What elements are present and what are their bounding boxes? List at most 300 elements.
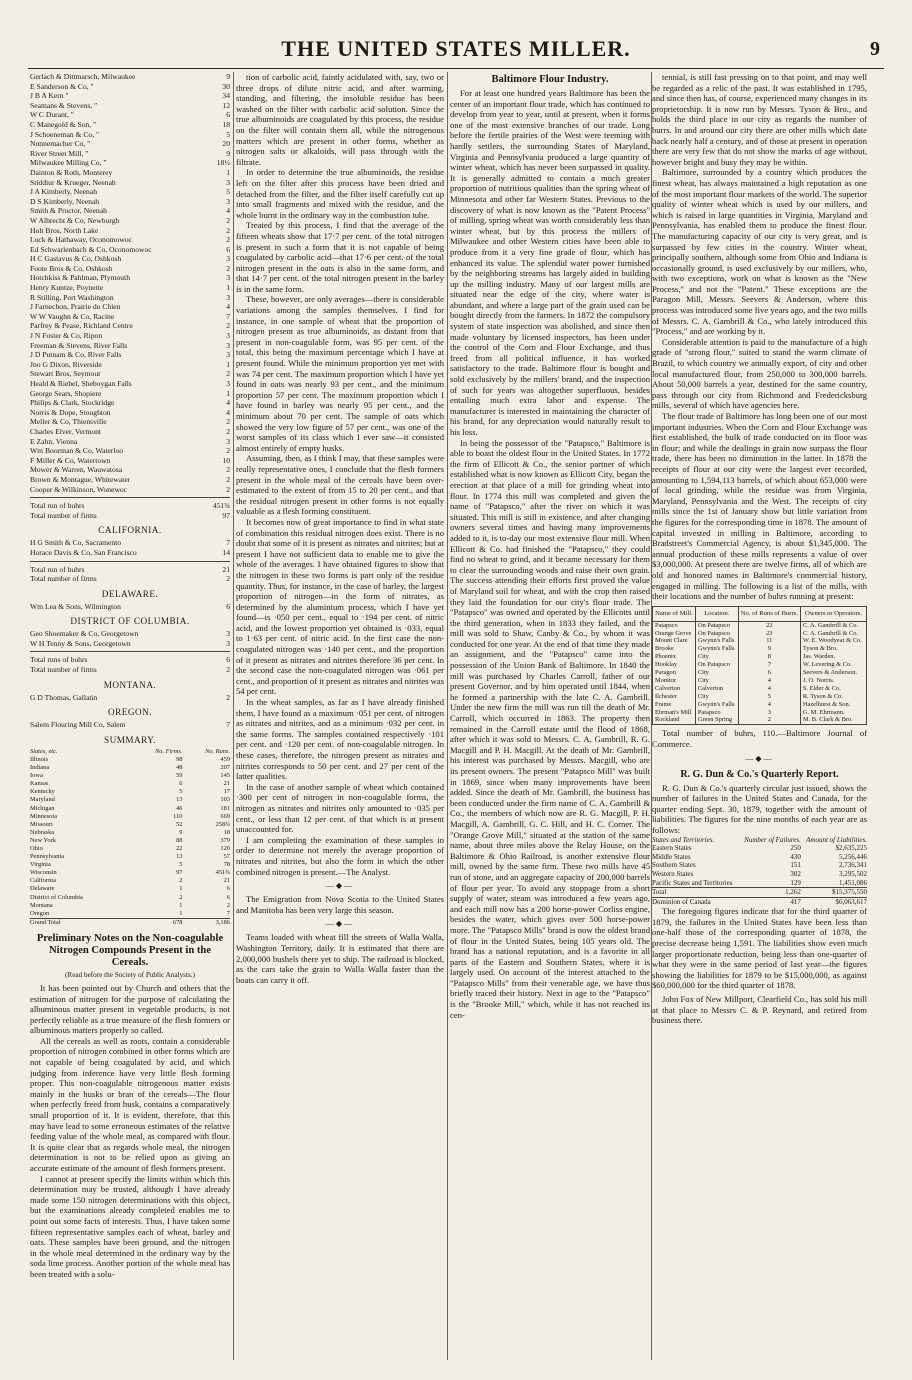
failures-table (652, 836, 867, 907)
table-cell: 97 (176, 869, 183, 877)
table-row (30, 780, 230, 788)
table-cell: On Patapsco (695, 630, 738, 638)
divider (30, 497, 230, 498)
run-count: 2 (226, 474, 230, 484)
baltimore-article-body (450, 88, 650, 1020)
table-row (30, 853, 230, 861)
run-count: 5 (226, 129, 230, 139)
table-row (30, 829, 230, 837)
list-row (30, 139, 230, 149)
table-cell: Kansas (30, 780, 49, 788)
table-cell: 459 (220, 755, 230, 763)
table-cell: 22 (176, 844, 183, 852)
table-cell: Seevers & Anderson. (800, 669, 866, 677)
table-cell: Pennsylvania (30, 853, 65, 861)
column-header: No. Runs. (204, 747, 230, 755)
list-row (30, 446, 230, 456)
table-cell: 2 (738, 716, 800, 724)
list-row (30, 312, 230, 322)
table-row (30, 877, 230, 885)
table-cell: On Patapsco (695, 621, 738, 629)
run-count: 1 (226, 359, 230, 369)
table-cell: 4 (738, 677, 800, 685)
list-row (30, 226, 230, 236)
delaware-heading: DELAWARE. (101, 588, 159, 599)
column-header: Name of Mill. (653, 606, 696, 621)
walla-walla-note: Teams loaded with wheat fill the streets of Walla Walla, Washington Territory, daily. It is estimated that there are 2,000,000 bushels there yet to ship. The railroad is blocked, as the cars take the grain to Walla Walla faster than the boats can carry it off. (236, 932, 444, 985)
list-row (30, 456, 230, 466)
column-divider (447, 72, 448, 1360)
table-cell: Michigan (30, 804, 55, 812)
column-header: Number of Failures. (744, 835, 801, 844)
list-row (30, 293, 230, 303)
article-source-note: (Read before the Society of Public Analysts.) (65, 970, 195, 979)
list-row (30, 398, 230, 408)
paragraph: The flour trade of Baltimore has long been one of our most important industries. When the Corn and Flour Exchange was first established, the bulk of trade conducted on its floor was in flour; and while the dealings in grain now surpass the flour trade, there has been no diminution in the latter. In 1878 the receipts of flour at our city were the largest ever recorded, amounting to 1,594,113 barrels, of which about 653,000 were of local grinding, while the residue was from Virginia, Maryland, Pennsylvania and the West. The receipts of city mills since the 1st of January show but little variation from the figures for the corresponding time in 1878. The amount of capital invested in milling in Baltimore, according to Bradstreet's Commercial Agency, is about $1,345,000. The annual production of these mills represents a value of over $3,000,000. At present there are twelve firms, all of which are old and honored names in Baltimore's commercial history, engaged in milling. The following is a list of the mills, with their locations and the number of buhrs running at present: (652, 411, 867, 602)
list-row (30, 216, 230, 226)
table-cell: Ilchester (653, 693, 696, 701)
firm-name: Total number of firms (30, 665, 97, 675)
table-cell: 669 (220, 812, 230, 820)
table-cell: W. Levering & Co. (800, 661, 866, 669)
table-cell: $6,063,617 (801, 897, 867, 906)
paragraph: In the wheat samples, as far as I have already finished them, I have found as a maximum ·051 per cent. of nitrogen as nitrates and nitrites, and as a minimum ·032 per cent. in the same forms. The samples contained respectively ·101 per cent. and ·120 per cent. of non-coagulable nitrogen. In these cases, therefore, the nitrogen present as nitrates and nitrites corresponds to 50 per cent. and 27 per cent of the latter qualities. (236, 697, 444, 782)
list-row (30, 302, 230, 312)
baltimore-mills-table (652, 606, 867, 726)
list-row (30, 369, 230, 379)
firm-name: Heald & Riebel, Sheboygan Falls (30, 379, 132, 388)
run-count: 1 (226, 283, 230, 293)
table-cell: 151 (790, 861, 801, 870)
list-row (30, 254, 230, 264)
table-cell: $2,635,225 (835, 844, 867, 853)
table-cell: 13 (176, 796, 183, 804)
table-cell: Oregon (30, 909, 50, 917)
list-row (30, 602, 230, 612)
table-cell: 5 (179, 788, 183, 796)
paragraph: I cannot at present specify the limits within which this determination may be trusted, although I have already made some 150 nitrogen determinations with this object, but the examinations already completed enables me to point out some facts of interests. Thus, I have taken some fifteen representative samples each of wheat, barley and oats. These samples have been ground, and the nitrogen in the whole meal determined in the ordinary way by the soda lime process. Another portion of the whole meal has been treated with a solu- (30, 1173, 230, 1279)
list-row (30, 655, 230, 665)
table-cell: Southern States (652, 861, 696, 870)
table-cell: 59 (176, 772, 183, 780)
list-row (30, 110, 230, 120)
firm-name: J Schoeneman & Co, " (30, 129, 100, 139)
table-row (30, 894, 230, 902)
run-count: 2 (226, 417, 230, 427)
list-row (30, 538, 230, 548)
table-row (653, 661, 867, 669)
list-row (30, 158, 230, 168)
table-cell: C. A. Gambrill & Co. (800, 630, 866, 638)
table-cell: Middle States (652, 852, 691, 861)
paragraph: For at least one hundred years Baltimore has been the center of an important flour trade, which has continued to develop from year to year, until at present, when it forms one of the most extensive branches of our trade. Long before the fertile prairies of the West were teeming with hardly settlers, the surrounding States of Maryland, Virginia and Pennsylvania produced a large quantity of winter wheat, which has never been surpassed in quality. It is generally admitted to contain a much greater proportion of nutritious qualities than the spring wheat of Minnesota and other far Western States. Previous to the discovery of what is now known as the "Patent Process" of milling, spring wheat was worth considerably less than winter wheat, but by this process the millers of Milwaukee and other Western cities have been able to produce from it a very fine grade of flour, which has enhanced its value. The splendid water power furnished by the neighboring streams has largely aided in building up the milling industry. Many of our largest mills are situated near the edge of the city, where water is abundant, and where a large part of the grain used can be bought directly from the farmers. In 1872 the compulsory system of state inspection was abolished, and since then made voluntary by licensed inspectors, has been under the control of the Corn and Flour Exchange, and thus freed from all political influence, it has worked satisfactory to the trade. Baltimore flour is bought and sold exclusively by the millers' brand, and the inspection of such for years was altogether superfluous, besides entailing much extra labor and expense. The manufacturer is interested in maintaining the character of his brand, for any depreciation would naturally result to his loss. (450, 88, 650, 437)
table-cell: 2 (179, 877, 183, 885)
table-cell: 1,262 (739, 888, 801, 898)
firm-name: Mower & Warren, Wauwatosa (30, 465, 123, 475)
table-row (653, 653, 867, 661)
run-count: 5 (226, 187, 230, 197)
oregon-heading: OREGON. (107, 707, 153, 718)
list-row (30, 130, 230, 140)
run-count: 3 (226, 379, 230, 388)
table-cell: Indiana (30, 764, 50, 772)
table-cell: 181 (220, 804, 230, 812)
run-count: 2 (226, 215, 230, 225)
table-cell: Hooklay (653, 661, 696, 669)
table-cell: 417 (739, 897, 801, 906)
list-row (30, 283, 230, 293)
run-count: 7 (226, 538, 230, 548)
run-count: 6 (226, 655, 230, 665)
firm-name: D S Kimberly, Neenah (30, 196, 100, 206)
divider (30, 561, 230, 562)
firm-name: Luck & Hathaway, Oconomowoc (30, 235, 132, 245)
firm-name: J D Putnam & Co, River Falls (30, 350, 122, 360)
column-header: Amount of Liabilities. (806, 835, 867, 844)
table-cell: 57 (223, 853, 230, 861)
list-row (30, 72, 230, 82)
table-cell: Patapsco (653, 621, 696, 629)
article-body (30, 983, 230, 1280)
table-cell: Monitor (653, 677, 696, 685)
list-row (30, 565, 230, 575)
paragraph: In being the possessor of the "Patapsco," Baltimore is able to boast the oldest flour in the United States. In 1772 the firm of Ellicott & Co., the senior partner of which established what is now known as Ellicott City, began the erection at that place of a mill for grinding wheat into flour. In 1774 this mill was completed and given the name of "Patapsco," after the river on which it was situated. This mill is still in existence, and after changing owners several times and having many improvements added to it, is to-day our most extensive flour mill. When Ellicott & Co. had finished the "Patapsco," they could find no wheat to grind, and it became necessary for them to clear the surrounding woods and raise their own grain. The success attending their efforts first proved the value of Maryland soil for wheat, and with the crop then raised they laid the foundation for our city's flour trade. The "Patapsco" was owned and operated by the Ellicotts until the third generation, when in 1833 they failed, and the mill was sold to Shaw, Canby & Co., by whom it was conducted for one year. At the end of that time they made an assignment, and the "Patapsco" came into the possession of the Union Bank of Baltimore. In 1840 the mill was purchased by Charles Carroll, father of our present Governor, and by him operated until 1844, when he formed a partnership with the late C. A. Gambrill. Under the new firm the mill was run till the death of Mr. Carroll, which occurred in 1863. The property then remained in the Carroll estate until the flood of 1868, after which it was sold to Messrs. C. A. Gambrill, R. G. Macgill and P. H. Macgill. At the death of Mr. Gambrill, his interest was purchased by Messrs. Macgill, who are its present owners. The present "Patapsco Mill" was built in 1869, since when many improvements have been added. Since the death of Mr. Gambrill, the business has been conducted under the firm name of C. A. Gambrill & Co., the members of which now are R. G. Macgill, P. H. Macgill, A. Gambrill, G. C. Hill, and H. C. Corner. The "Orange Grove Mill," situated at the station of the same name, about three miles above the Relay House, on the Baltimore & Ohio Railroad, is another extensive flour mill, owned by the same firm. These two mills have 45 run of stone, and an aggregate capacity of 200,000 barrels of flour per year. To avoid any stoppage from a short supply of water, steam was introduced a few years ago, and each mill now has a 200 horse-power Corliss engine, besides the water, which gives over 500 horse-power more. The "Patapsco Mills" brand is now the oldest brand of flour in the United States, being 105 years old. The brand has a national reputation, and is a favorite in all parts of the Eastern and Southern States, where it is largely used. On account of the interest attached to the "Patapsco Mills" from their venerable age, we have thus briefly traced their history. Next in age to the "Patapsco" is the "Brooke Mill," which, while it has not reached its cen- (450, 437, 650, 1020)
run-count: 2 (226, 426, 230, 436)
firm-name: R Stilling, Port Washington (30, 292, 114, 302)
run-count: 12 (222, 100, 230, 110)
table-row (653, 669, 867, 677)
table-cell: 6 (226, 893, 230, 901)
run-count: 97 (222, 510, 230, 520)
table-row (30, 788, 230, 796)
firm-name: Stewart Bros, Seymour (30, 369, 101, 379)
closing-note: John Fox of New Millport, Clearfield Co., has sold his mill at that place to Messrs C. & P. Reynard, and retired from business there. (652, 994, 867, 1026)
table-row (652, 870, 867, 879)
firm-name: Dainton & Roth, Monterey (30, 167, 113, 177)
column-header: No. of Runs of Burrs. (738, 606, 800, 621)
table-cell: Illinois (30, 755, 49, 763)
table-cell: Nebraska (30, 828, 55, 836)
table-cell: Brooke (653, 645, 696, 653)
firm-name: C Manegold & Son, " (30, 119, 97, 129)
run-count: 2 (226, 235, 230, 245)
paragraph: It becomes now of great importance to find in what state of combination this residual nitrogen does exist. There is no doubt that some of it is present as nitrates and nitrites; but at present I have not sufficient data to enable me to give the whole of the averages. I have obtained figures to show that the nitrogen in these two forms is part only of the residue quantity. Thus, for instance, in the case of barley, the largest proportion of nitrogen—in the form of nitrates, as determined by the aluminium process, which I have yet found—is ·050 per cent., equal to ·194 per cent. of nitric acid, and the lowest proportion yet obtained is ·033, equal to 1·63 per cent. of nitric acid. In the first case the non-coagulated nitrogen was ·140 per cent., and the proportion of it present as nitrates and nitrites therefore 36 per cent. In the second case the non-coagulated nitrogen was ·061 per cent., and proportion of it present as nitrates and nitrites was 54 per cent. (236, 516, 444, 697)
header-rule (28, 68, 884, 69)
table-cell: 4 (738, 701, 800, 709)
table-cell: 9 (738, 645, 800, 653)
table-row (653, 716, 867, 724)
column-1 (30, 72, 230, 1356)
list-row (30, 82, 230, 92)
firm-name: Horace Davis & Co, San Francisco (30, 547, 137, 557)
run-count: 2 (226, 484, 230, 494)
column-header: Location. (695, 606, 738, 621)
firm-name: Charles Elver, Vermont (30, 426, 102, 436)
firm-name: Total runs of buhrs (30, 655, 88, 665)
firm-name: Smith & Proctor, Neenah (30, 206, 107, 216)
dun-report-intro: R. G. Dun & Co.'s quarterly circular just issued, shows the number of failures in the United States and Canada, for the quarter ending Sept. 30, 1879, together with the amount of liabilities. The figures for the nine months of each year are as follows: (652, 782, 867, 835)
table-row (652, 844, 867, 853)
firm-name: W C Durant, " (30, 110, 74, 120)
table-cell: 120 (220, 844, 230, 852)
table-cell: 2 (179, 893, 183, 901)
run-count: 7 (226, 311, 230, 321)
table-row (30, 837, 230, 845)
table-cell: 5,256,446 (839, 852, 867, 861)
table-cell: Ehrman's Mill (653, 709, 696, 717)
table-row (30, 885, 230, 893)
run-count: 3 (226, 196, 230, 206)
run-count: 3 (226, 331, 230, 341)
table-cell: 3,186 (182, 918, 230, 927)
list-row (30, 264, 230, 274)
table-cell: 23 (738, 630, 800, 638)
firm-name: Henry Kuntze, Poynette (30, 283, 104, 293)
run-count: 2 (226, 263, 230, 273)
list-row (30, 360, 230, 370)
table-row (653, 621, 867, 629)
dc-mill-list (30, 629, 230, 648)
paragraph: These, however, are only averages—there is considerable variations among the samples themselves. I find for instance, in one sample of wheat that the proportion of nitrogen present as true albuminoids, as distant from that present in non-coagulable form, was 95 per cent. of the total, this being the maximum percentage which I have at present found. While the minimum proportion yet met with was 74 per cent. The maximum proportion which I have yet found in oats was nearly 93 per cent., and the minimum proportion 57 per cent. The maximum proportion which I have found in barley was nearly 95 per cent., and the minimum about 70 per cent. The sample of oats which showed the very low figure of 57 per cent., was one of the worst samples of its class which I ever saw—it consisted almost entirely of empty husks. (236, 294, 444, 453)
firm-name: Brown & Montague, Whitewater (30, 474, 131, 484)
table-cell: 145 (220, 772, 230, 780)
firm-name: J B A Kern " (30, 91, 69, 101)
table-cell: 6 (226, 885, 230, 893)
firm-name: Ed Schwarlenbach & Co, Oconomowoc (30, 244, 152, 254)
firm-name: J Farnechon, Prairie du Chien (30, 302, 121, 312)
table-cell: 52 (176, 820, 183, 828)
run-count: 3 (226, 254, 230, 264)
run-count: 9 (226, 72, 230, 81)
montana-mill-list (30, 693, 230, 703)
column-divider (233, 72, 234, 1360)
column-header: No. Firms. (154, 747, 183, 755)
article-title: Preliminary Notes on the Non-coagulable Nitrogen Compounds Present in the Cereals. (36, 932, 224, 968)
run-count: 3 (226, 350, 230, 360)
paragraph: Baltimore, surrounded by a country which produces the finest wheat, has always maintained a high reputation as one of the most important flour markets of the world. The superior quality of winter wheat which is used by our millers, and which is raised in large quantities in Virginia, Maryland and Pennsylvania, has enabled them to produce the finest flour. The manufacturing capacity of our city is very great, and is surpassed by few cities in the country. Winter wheat, principally southern, although some from Ohio and Indiana is occasionally ground, is used exclusively by our millers, who, with two exceptions, work on what is known as the "New Process," and not the "Patent." These exceptions are the Paragon Mill, Messrs. Seevers & Anderson, where this process was introduced some five years ago, and the two mills of Messrs. C. A. Gambrill & Co., who lately introduced this "Process," and are working by it. (652, 167, 867, 337)
list-row (30, 475, 230, 485)
table-cell: 22 (738, 621, 800, 629)
run-count: 18 (222, 119, 230, 129)
table-row (652, 861, 867, 870)
table-cell: Eastern States (652, 844, 692, 853)
firm-name: Geo Shoemaker & Co, Georgetown (30, 629, 139, 639)
table-cell: 258¾ (215, 820, 230, 828)
baltimore-article-continued (652, 72, 867, 602)
firm-name: Cooper & Wilkinson, Wonewoc (30, 484, 128, 494)
list-row (30, 639, 230, 649)
table-cell: Jas. Warden. (800, 653, 866, 661)
baltimore-article-title: Baltimore Flour Industry. (491, 74, 609, 85)
paragraph: tennial, is still fast pressing on to that point, and may well be regarded as a relic of the past. It was established in 1795, and since then has, of course, experienced many changes in its proprietorship. It is now run by Messrs. Tyson & Bro., and holds the third place in our city as regards the number of burrs. In and around our city there are other mills which date back nearly half a century, and of those at present in operation there are very few that do not show the marks of age without, however bright and busy they may be within. (652, 72, 867, 167)
california-heading: CALIFORNIA. (98, 525, 162, 536)
firm-name: Philips & Clark, Stockridge (30, 398, 115, 408)
run-count: 10 (222, 455, 230, 465)
table-cell: 678 (130, 918, 182, 927)
table-cell: Gwynn's Falls (695, 701, 738, 709)
column-header: States, etc. (30, 747, 58, 755)
table-cell: W. E. Woodyear & Co. (800, 637, 866, 645)
table-cell: 46 (176, 804, 183, 812)
paragraph: tion of carbolic acid, faintly acidulated with, say, two or three drops of dilute nitric acid, and after warming, standing, and filtering, the insoluble residue has been washed on the filter with carbolic acid solution. Since the true albuminoids are coagulated by this process, the residue on the filter will contain them all, while the nitrogenous matters which are present in other forms, whether as nitrogen salts or alkaloids, will pass through with the filtrate. (236, 72, 444, 167)
list-row (30, 178, 230, 188)
table-cell: 78 (223, 861, 230, 869)
column-2 (236, 72, 444, 1356)
table-row (30, 805, 230, 813)
run-count: 2 (226, 465, 230, 475)
table-row (30, 902, 230, 910)
run-count: 34 (222, 91, 230, 101)
list-row (30, 350, 230, 360)
run-count: 3 (226, 177, 230, 187)
list-row (30, 341, 230, 351)
list-row (30, 91, 230, 101)
run-count: 3 (226, 436, 230, 446)
table-cell: City (695, 677, 738, 685)
california-totals (30, 565, 230, 584)
table-row (653, 630, 867, 638)
paragraph: Considerable attention is paid to the manufacture of a high grade of "strong flour," suited to stand the warm climate of Brazil, to which country we annually export, of city and other local manufactured flour, from 250,000 to 300,000 barrels. About 50,000 barrels a year, destined for the same country, pass through our city from Richmond and Fredericksburg mills, several of which have agencies here. (652, 336, 867, 411)
table-cell: District of Columbia (30, 893, 83, 901)
divider (30, 651, 230, 652)
table-cell: 5 (738, 693, 800, 701)
table-cell: Minnesota (30, 812, 57, 820)
summary-table (30, 748, 230, 927)
list-row (30, 168, 230, 178)
firm-name: Salem Flouring Mill Co, Salem (30, 720, 126, 730)
table-cell: Calverton (653, 685, 696, 693)
table-cell: J. O. Norris. (800, 677, 866, 685)
list-row (30, 235, 230, 245)
paragraph: Treated by this process, I find that the average of the fifteen wheats show that 17·7 per cent. of the total nitrogen is present in such a form that it is not capable of being coagulated by carbolic acid—that 17·6 per cent. of the total nitrogen present in the oats is also in the same form, and that 14·7 per cent. of the total nitrogen present in the barley is in the same form. (236, 220, 444, 294)
table-cell: 430 (790, 852, 801, 861)
firm-name: W H Tenny & Sons, Georgetown (30, 638, 131, 648)
run-count: 6 (226, 110, 230, 120)
ornament-divider: —◆— (325, 919, 355, 929)
table-cell: 88 (176, 836, 183, 844)
list-row (30, 437, 230, 447)
wisconsin-totals (30, 501, 230, 520)
table-cell: 2 (226, 901, 230, 909)
table-cell: Mount Clare (653, 637, 696, 645)
run-count: 1 (226, 388, 230, 398)
run-count: 4 (226, 206, 230, 216)
table-cell: City (695, 653, 738, 661)
run-count: 14 (222, 547, 230, 557)
masthead-title: THE UNITED STATES MILLER. (281, 36, 631, 61)
table-cell: Green Spring (695, 716, 738, 724)
list-row (30, 720, 230, 730)
table-cell: 302 (790, 869, 801, 878)
table-cell: Patapsco (695, 709, 738, 717)
ornament-divider: —◆— (745, 753, 774, 763)
table-cell: Gwynn's Falls (695, 637, 738, 645)
table-row (653, 701, 867, 709)
list-row (30, 408, 230, 418)
table-row (653, 709, 867, 717)
firm-name: H C Gastavus & Co, Oshkosh (30, 254, 122, 264)
run-count: 451¾ (212, 501, 230, 511)
run-count: 30 (222, 81, 230, 91)
table-cell: 21 (223, 780, 230, 788)
table-row (653, 693, 867, 701)
run-count: 3 (226, 292, 230, 302)
firm-name: Nunnemacher Co, " (30, 139, 91, 149)
firm-name: J N Foster & Co, Ripon (30, 331, 103, 341)
list-row (30, 574, 230, 584)
table-cell: 1 (179, 909, 183, 917)
table-cell: Tyson & Bro. (800, 645, 866, 653)
table-cell: 451¾ (215, 869, 230, 877)
firm-name: River Street Mill, " (30, 148, 89, 158)
montana-heading: MONTANA. (103, 679, 157, 690)
table-cell: 207 (220, 764, 230, 772)
table-cell: Iowa (30, 772, 43, 780)
table-row (30, 796, 230, 804)
dc-totals (30, 655, 230, 674)
table-cell: New York (30, 836, 56, 844)
run-count: 2 (226, 369, 230, 379)
table-total-row (652, 888, 867, 898)
table-cell: 1 (179, 901, 183, 909)
table-row (30, 910, 230, 919)
paragraph: All the cereals as well as roots, contain a considerable proportion of nitrogen combined in other forms which are not capable of being coagulated by acid, and which judging from inference have very little flesh forming proper. This non-coagulable nitrogenous matter exists mainly in the husks or bran of the cereals—The flour when perfectly freed from husk, contains a comparatively small proportion of it. It is evident, therefore, that this may have lead to some erroneous estimates of the relative feeding value of the whole meal, as compared with flour. It is quite clear that as regards whole meal, the nitrogen determination is not to be relied upon as giving an accurate estimate of the amount of flesh formers present. (30, 1035, 230, 1173)
table-cell: Total (652, 888, 739, 898)
firm-name: Total number of firms (30, 510, 97, 520)
table-cell: 1,451,086 (839, 878, 867, 887)
firm-name: Gerlach & Dittmarsch, Milwaukee (30, 72, 136, 81)
table-cell: 48 (176, 764, 183, 772)
table-row (653, 645, 867, 653)
table-row (30, 869, 230, 877)
run-count: 9 (226, 148, 230, 158)
list-row (30, 273, 230, 283)
firm-name: Freeman & Stevens, River Falls (30, 340, 128, 350)
list-row (30, 321, 230, 331)
dun-report-title: R. G. Dun & Co.'s Quarterly Report. (680, 768, 839, 780)
table-cell: On Patapsco (695, 661, 738, 669)
list-row (30, 501, 230, 511)
table-row (653, 685, 867, 693)
paragraph: It has been pointed out by Church and others that the estimation of nitrogen for the purpose of calculating the albuminous matter present in vegetable products, is not perfectly reliable as a true measure of the flesh formers or albuminous matters properly so called. (30, 982, 230, 1036)
run-count: 2 (226, 225, 230, 235)
table-cell: 9 (179, 828, 183, 836)
list-row (30, 206, 230, 216)
oregon-mill-list (30, 720, 230, 730)
table-cell: Montana (30, 901, 53, 909)
list-row (30, 511, 230, 521)
table-cell: Orange Grove (653, 630, 696, 638)
table-cell: Hazelhurst & Son. (800, 701, 866, 709)
article-body-continued (236, 72, 444, 877)
table-cell: R. Tyson & Co. (800, 693, 866, 701)
firm-name: H G Smith & Co, Sacramento (30, 538, 122, 548)
paragraph: Assuming, then, as I think I may, that these samples were really representative ones, I conclude that the flesh formers present in the whole meal of the cereals have been over-estimated to the extent of from 15 to 20 per cent., and that the residual nitrogen present in other forms is not equally valuable as a flesh forming constituent. (236, 453, 444, 517)
table-cell: Dominion of Canada (652, 897, 739, 906)
dun-report-analysis: The foregoing figures indicate that for the third quarter of 1879, the failures in the United States have been less than one-half those of the corresponding quarter of 1878, the precise decrease being 1,591. The liabilities show even much larger proportionate reduction, being less than one-quarter of what they were in the same period of last year—the figures showing the liabilities for 1879 to be $15,000,000, as against $60,000,000 for the third quarter of 1878. (652, 906, 867, 991)
firm-name: W Albrecht & Co, Newburgh (30, 215, 120, 225)
table-cell: G. M. Ehrmann. (800, 709, 866, 717)
table-row (30, 813, 230, 821)
table-cell: Calverton (695, 685, 738, 693)
table-cell: City (695, 669, 738, 677)
paragraph: In the case of another sample of wheat which contained ·300 per cent of nitrogen in non-coagulable forms, the nitrogen as nitrates and nitrites only amounted to ·035 per cent., or less than 12 per cent. of that which is at present unaccounted for. (236, 781, 444, 835)
table-row (653, 677, 867, 685)
table-cell: 5 (179, 861, 183, 869)
list-row (30, 427, 230, 437)
table-cell: 379 (220, 836, 230, 844)
table-cell: 11 (738, 637, 800, 645)
